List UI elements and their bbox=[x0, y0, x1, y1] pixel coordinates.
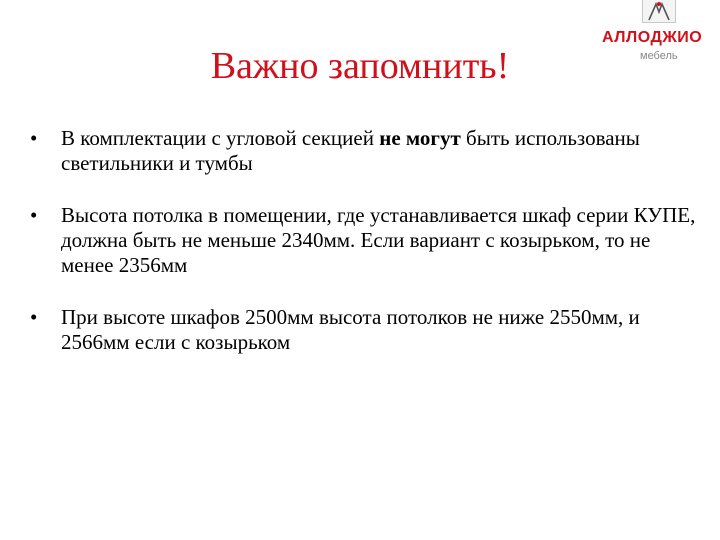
brand-logo bbox=[596, 0, 720, 70]
bullet-list bbox=[30, 126, 700, 382]
bullet-emphasis: не могут bbox=[379, 126, 461, 150]
logo-brand-text: АЛЛОДЖИО bbox=[602, 29, 703, 46]
bullet-dot: • bbox=[30, 305, 38, 329]
bullet-text: Высота потолка в помещении, где устанавливается шкаф серии КУПЕ, должна быть не меньше 2340мм. Если вариант с козырьком, то не менее 2356мм bbox=[61, 203, 696, 277]
slide-title: Важно запомнить! bbox=[210, 45, 510, 87]
bullet-item bbox=[30, 203, 700, 278]
bullet-dot: • bbox=[30, 126, 38, 150]
bullet-item bbox=[30, 305, 700, 355]
bullet-text: При высоте шкафов 2500мм высота потолков не ниже 2550мм, и 2566мм если с козырьком bbox=[61, 305, 640, 354]
bullet-item bbox=[30, 126, 700, 176]
bullet-text-end: быть использованы светильники и тумбы bbox=[61, 126, 640, 175]
logo-emblem-icon bbox=[642, 0, 676, 23]
logo-subtitle: мебель bbox=[640, 50, 678, 62]
bullet-dot: • bbox=[30, 203, 38, 227]
bullet-text-start: В комплектации с угловой секцией bbox=[61, 126, 380, 150]
